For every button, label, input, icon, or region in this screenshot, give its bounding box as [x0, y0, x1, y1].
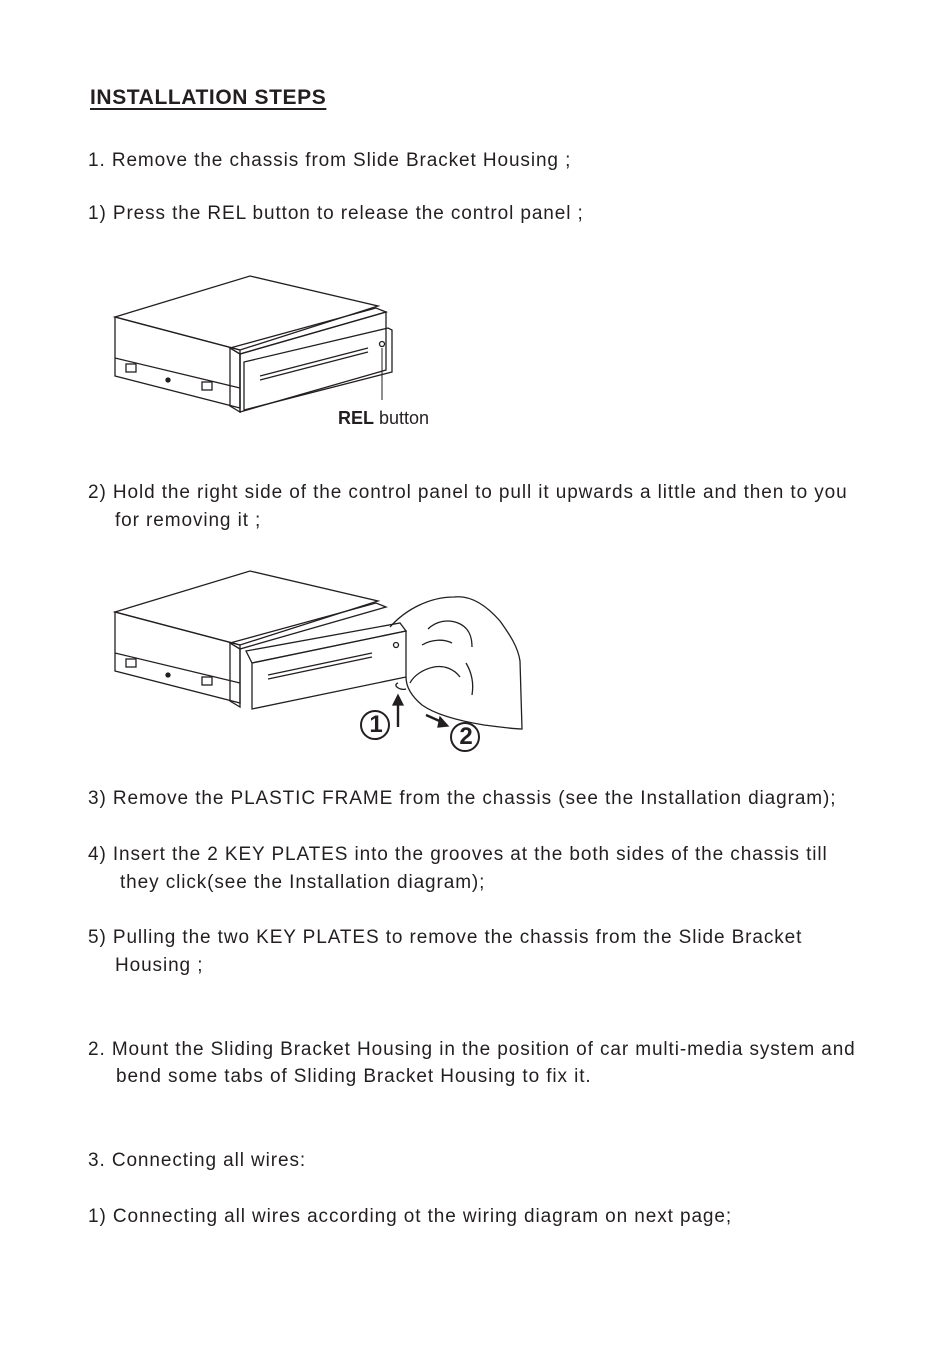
step-marker-1: 1 — [369, 711, 383, 738]
step-1-2-line2: for removing it ; — [115, 510, 262, 531]
figure-rel-button — [110, 270, 410, 420]
step-1-5-line1: 5) Pulling the two KEY PLATES to remove the chassis from the Slide Bracket — [88, 927, 803, 948]
step-2-line2: bend some tabs of Sliding Bracket Housing to fix it. — [116, 1066, 592, 1087]
page-title: INSTALLATION STEPS — [90, 86, 327, 109]
step-1-4-line1: 4) Insert the 2 KEY PLATES into the grooves at the both sides of the chassis till — [88, 844, 828, 865]
step-1: 1. Remove the chassis from Slide Bracket Housing ; — [88, 150, 572, 171]
step-3-1: 1) Connecting all wires according ot the wiring diagram on next page; — [88, 1206, 733, 1227]
step-marker-2: 2 — [459, 723, 473, 750]
step-1-1: 1) Press the REL button to release the control panel ; — [88, 203, 584, 224]
rel-button-callout — [338, 408, 429, 429]
callout-label: button — [374, 408, 430, 428]
step-2-line1: 2. Mount the Sliding Bracket Housing in the position of car multi-media system and — [88, 1039, 856, 1060]
step-1-4-line2: they click(see the Installation diagram); — [120, 872, 486, 893]
step-1-2-line1: 2) Hold the right side of the control panel to pull it upwards a little and then to you — [88, 482, 848, 503]
step-1-3: 3) Remove the PLASTIC FRAME from the chassis (see the Installation diagram); — [88, 788, 837, 809]
callout-bold-label: REL — [338, 408, 374, 428]
step-3: 3. Connecting all wires: — [88, 1150, 307, 1171]
step-1-5-line2: Housing ; — [115, 955, 204, 976]
